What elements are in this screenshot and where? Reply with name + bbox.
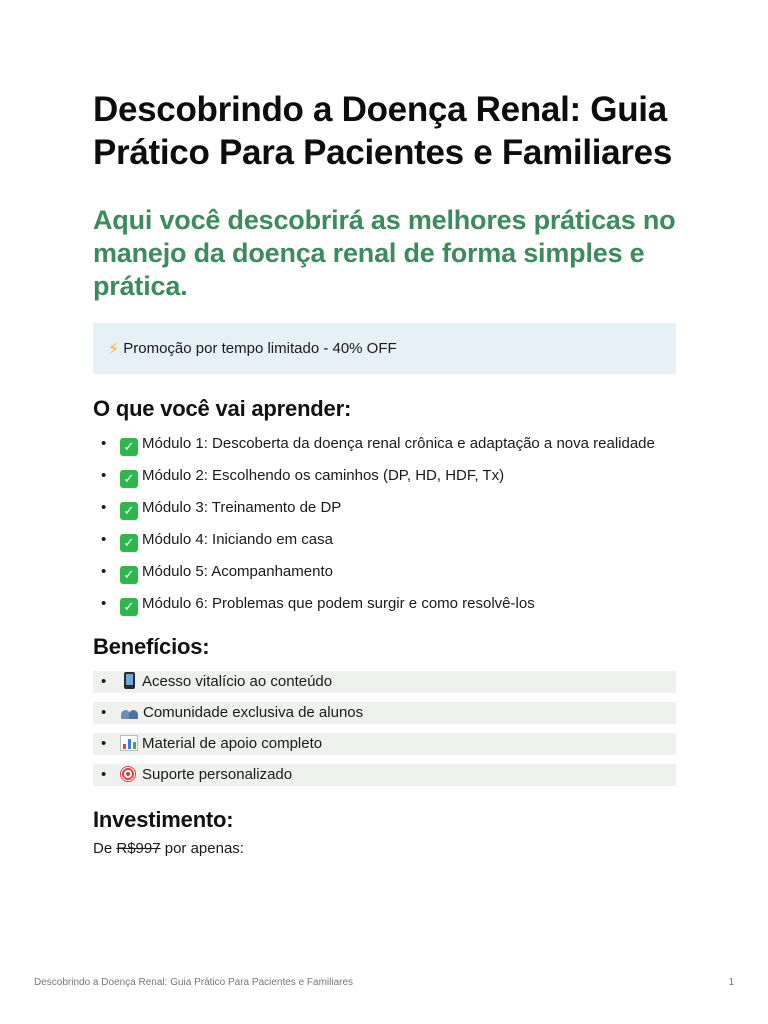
page-title: Descobrindo a Doença Renal: Guia Prático Para Pacientes e Familiares (93, 90, 672, 172)
module-text: Módulo 2: Escolhendo os caminhos (DP, HD, HDF, Tx) (142, 467, 505, 484)
old-price: R$997 (116, 840, 161, 857)
module-text: Módulo 3: Treinamento de DP (142, 499, 342, 516)
page-footer (34, 977, 734, 988)
benefit-text: Suporte personalizado (142, 766, 293, 783)
benefit-text: Material de apoio completo (142, 735, 323, 752)
promo-text: Promoção por tempo limitado - 40% OFF (123, 340, 397, 357)
module-text: Módulo 1: Descoberta da doença renal crônica e adaptação a nova realidade (142, 435, 655, 452)
benefits-heading: Benefícios: (93, 634, 210, 659)
module-text: Módulo 5: Acompanhamento (142, 563, 333, 580)
check-icon: ✓ (120, 502, 138, 520)
list-item (93, 593, 676, 616)
page-subtitle: Aqui você descobrirá as melhores práticas no manejo da doença renal de forma simples e prática. (93, 205, 676, 301)
price-prefix: De (93, 840, 113, 857)
list-item (93, 433, 676, 456)
target-icon (120, 766, 136, 782)
modules-list (93, 433, 676, 616)
list-item (93, 764, 676, 786)
list-item (93, 465, 676, 488)
investment-text (93, 838, 676, 860)
page-number: 1 (728, 977, 734, 988)
learn-heading: O que você vai aprender: (93, 396, 352, 421)
check-icon: ✓ (120, 566, 138, 584)
check-icon: ✓ (120, 598, 138, 616)
price-suffix: por apenas: (164, 840, 244, 857)
list-item (93, 529, 676, 552)
list-item (93, 561, 676, 584)
bar-chart-icon (120, 735, 138, 751)
page-content (93, 88, 676, 860)
promo-banner (93, 323, 676, 374)
benefit-text: Comunidade exclusiva de alunos (143, 704, 364, 721)
phone-icon (124, 672, 135, 689)
check-icon: ✓ (120, 534, 138, 552)
benefits-list (93, 671, 676, 786)
module-text: Módulo 4: Iniciando em casa (142, 531, 333, 548)
list-item (93, 702, 676, 724)
investment-heading: Investimento: (93, 807, 234, 832)
check-icon: ✓ (120, 470, 138, 488)
lightning-icon: ⚡ (108, 340, 120, 358)
footer-title: Descobrindo a Doença Renal: Guia Prático Para Pacientes e Familiares (34, 977, 354, 988)
list-item (93, 497, 676, 520)
people-icon (120, 705, 140, 719)
list-item (93, 671, 676, 693)
benefit-text: Acesso vitalício ao conteúdo (142, 673, 333, 690)
list-item (93, 733, 676, 755)
module-text: Módulo 6: Problemas que podem surgir e como resolvê-los (142, 595, 535, 612)
check-icon: ✓ (120, 438, 138, 456)
